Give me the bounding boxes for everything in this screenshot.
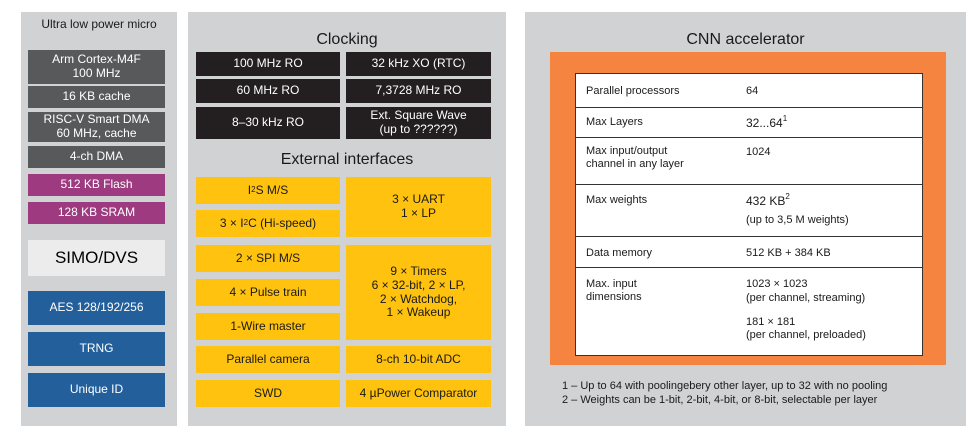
max-layers-footnote: 1 (782, 114, 788, 123)
adc-block: 8-ch 10-bit ADC (346, 346, 491, 373)
spi-block: 2 × SPI M/S (196, 245, 340, 272)
spec-row-input-dimensions: Max. input dimensions 1023 × 1023 (per channel, streaming) 181 × 181 (per channel, preloaded) (586, 278, 866, 342)
clock-32khz-xo: 32 kHz XO (RTC) (346, 52, 491, 76)
footnote-2: 2 – Weights can be 1-bit, 2-bit, 4-bit, or 8-bit, selectable per layer (562, 394, 878, 406)
micro-title: Ultra low power micro (41, 17, 157, 31)
cache-block: 16 KB cache (28, 84, 165, 108)
simo-dvs-block: SIMO/DVS (28, 240, 165, 276)
flash-block: 512 KB Flash (28, 174, 165, 196)
cnn-title: CNN accelerator (686, 31, 805, 48)
uart-block: 3 × UART 1 × LP (346, 177, 491, 237)
unique-id-block: Unique ID (28, 373, 165, 407)
comparator-block: 4 µPower Comparator (346, 380, 491, 407)
cortex-m4f-block: Arm Cortex-M4F 100 MHz (28, 50, 165, 84)
spec-row-max-channels: Max input/output channel in any layer 1024 (576, 138, 922, 185)
parallel-camera-block: Parallel camera (196, 346, 340, 373)
clocking-title: Clocking (316, 31, 378, 48)
riscv-dma-block: RISC-V Smart DMA 60 MHz, cache (28, 112, 165, 142)
i2s-block: I $^2$ S M/S (196, 177, 340, 204)
sram-block: 128 KB SRAM (28, 202, 165, 224)
external-interfaces-title: External interfaces (280, 151, 414, 168)
one-wire-block: 1-Wire master (196, 313, 340, 340)
max-weights-footnote: 2 (785, 192, 790, 201)
pulse-train-block: 4 × Pulse train (196, 279, 340, 306)
cnn-spec-table (575, 73, 923, 356)
spec-row-max-weights: Max weights 432 $KB^2$ (up to 3,5 M weights) (576, 185, 922, 237)
swd-block: SWD (196, 380, 340, 407)
clock-60mhz-ro: 60 MHz RO (196, 79, 340, 103)
spec-row-parallel-processors: Parallel processors 64 (576, 74, 922, 108)
timers-block: 9 × Timers 6 × 32-bit, 2 × LP, 2 × Watchdog, 1 × Wakeup (346, 245, 491, 340)
dma-block: 4-ch DMA (28, 146, 165, 168)
clock-100mhz-ro: 100 MHz RO (196, 52, 340, 76)
trng-block: TRNG (28, 332, 165, 366)
clock-7mhz-ro: 7,3728 MHz RO (346, 79, 491, 103)
spec-row-data-memory: Data memory 512 KB + 384 KB (576, 237, 922, 268)
aes-block: AES 128/192/256 (28, 291, 165, 325)
i2c-block: 3 × I $^2$ C (Hi-speed) (196, 210, 340, 237)
clock-ext-square-wave: Ext. Square Wave (up to ??????) (346, 107, 491, 139)
spec-row-max-layers: Max Layers 32...64$^1$ (576, 108, 922, 138)
footnote-1: 1 – Up to 64 with poolingebery other layer, up to 32 with no pooling (562, 380, 888, 392)
clock-8-30khz-ro: 8–30 kHz RO (196, 107, 340, 139)
